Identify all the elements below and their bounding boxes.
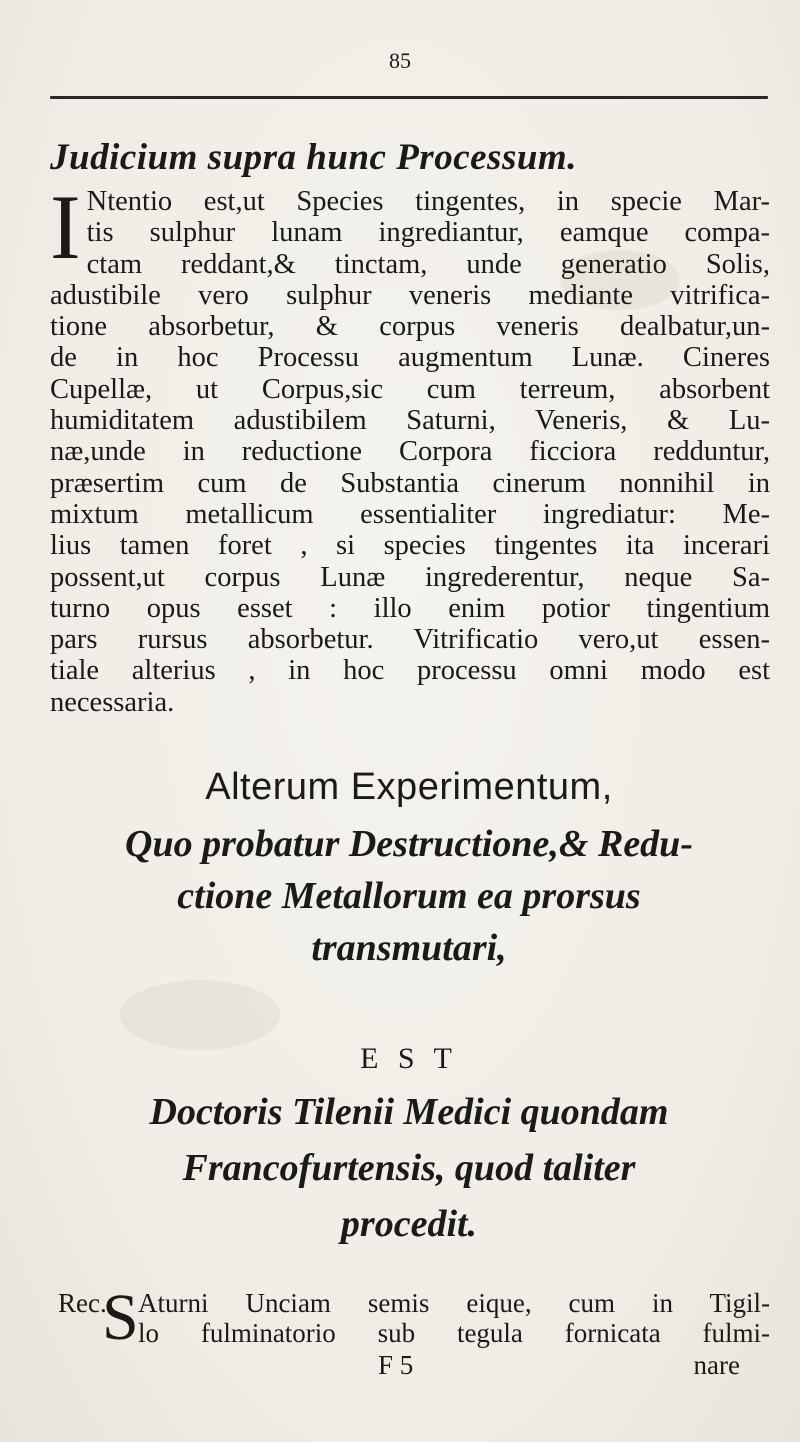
text-line: tis sulphur lunam ingrediantur, eamque compa- [86, 217, 770, 249]
drop-cap: S [102, 1281, 139, 1354]
header-rule [50, 96, 768, 99]
signature-mark: F 5 [378, 1350, 414, 1380]
title-experimentum: Alterum Experimentum, [205, 766, 613, 808]
paragraph-judicium [50, 176, 770, 718]
title-line: transmutari, [311, 927, 507, 969]
text-line: lius tamen foret , si species tingentes ita incerari [50, 530, 770, 562]
text-line: Ntentio est,ut Species tingentes, in specie Mar- [86, 186, 770, 217]
title-line: Quo probatur Destructione,& Redu- [125, 823, 693, 865]
text-line: de in hoc Processu augmentum Lunæ. Cineres [50, 342, 770, 374]
paper-stain [120, 980, 280, 1050]
page-footer [58, 1350, 770, 1382]
text-line: humiditatem adustibilem Saturni, Veneris, & Lu- [50, 405, 770, 437]
page-number: 85 [389, 48, 411, 73]
text-line: lo fulminatorio sub tegula fornicata fulmi- [138, 1318, 770, 1348]
rec-abbreviation: Rec. [58, 1288, 107, 1318]
section-heading: Judicium supra hunc Processum. [50, 137, 577, 178]
text-line: turno opus esset : illo enim potior tingentium [50, 592, 770, 624]
text-line: præsertim cum de Substantia cinerum nonnihil in [50, 467, 770, 499]
drop-cap: I [50, 176, 81, 278]
paragraph-recipe [58, 1281, 770, 1354]
text-line: ctam reddant,& tinctam, unde generatio Solis, [86, 248, 770, 280]
text-line: Aturni Unciam semis eique, cum in Tigil- [138, 1288, 770, 1318]
title-line: procedit. [340, 1203, 478, 1245]
text-line: tione absorbetur, & corpus veneris dealbatur,un- [50, 311, 770, 343]
text-line: tiale alterius , in hoc processu omni modo est [50, 655, 770, 687]
text-line: possent,ut corpus Lunæ ingrederentur, neque Sa- [50, 561, 770, 593]
title-line: Doctoris Tilenii Medici quondam [149, 1091, 669, 1133]
text-line: mixtum metallicum essentialiter ingrediatur: Me- [50, 498, 770, 530]
text-line: Cupellæ, ut Corpus,sic cum terreum, absorbent [50, 373, 770, 405]
text-line: næ,unde in reductione Corpora ficciora redduntur, [50, 436, 770, 468]
catchword: nare [693, 1350, 740, 1380]
text-line: adustibile vero sulphur veneris mediante vitrifica- [50, 279, 770, 311]
text-line: necessaria. [50, 686, 175, 718]
text-line: pars rursus absorbetur. Vitrificatio vero,ut essen- [50, 624, 770, 656]
title-line: Francofurtensis, quod taliter [182, 1147, 636, 1189]
title-est: E S T [360, 1042, 458, 1075]
title-line: ctione Metallorum ea prorsus [177, 875, 641, 917]
